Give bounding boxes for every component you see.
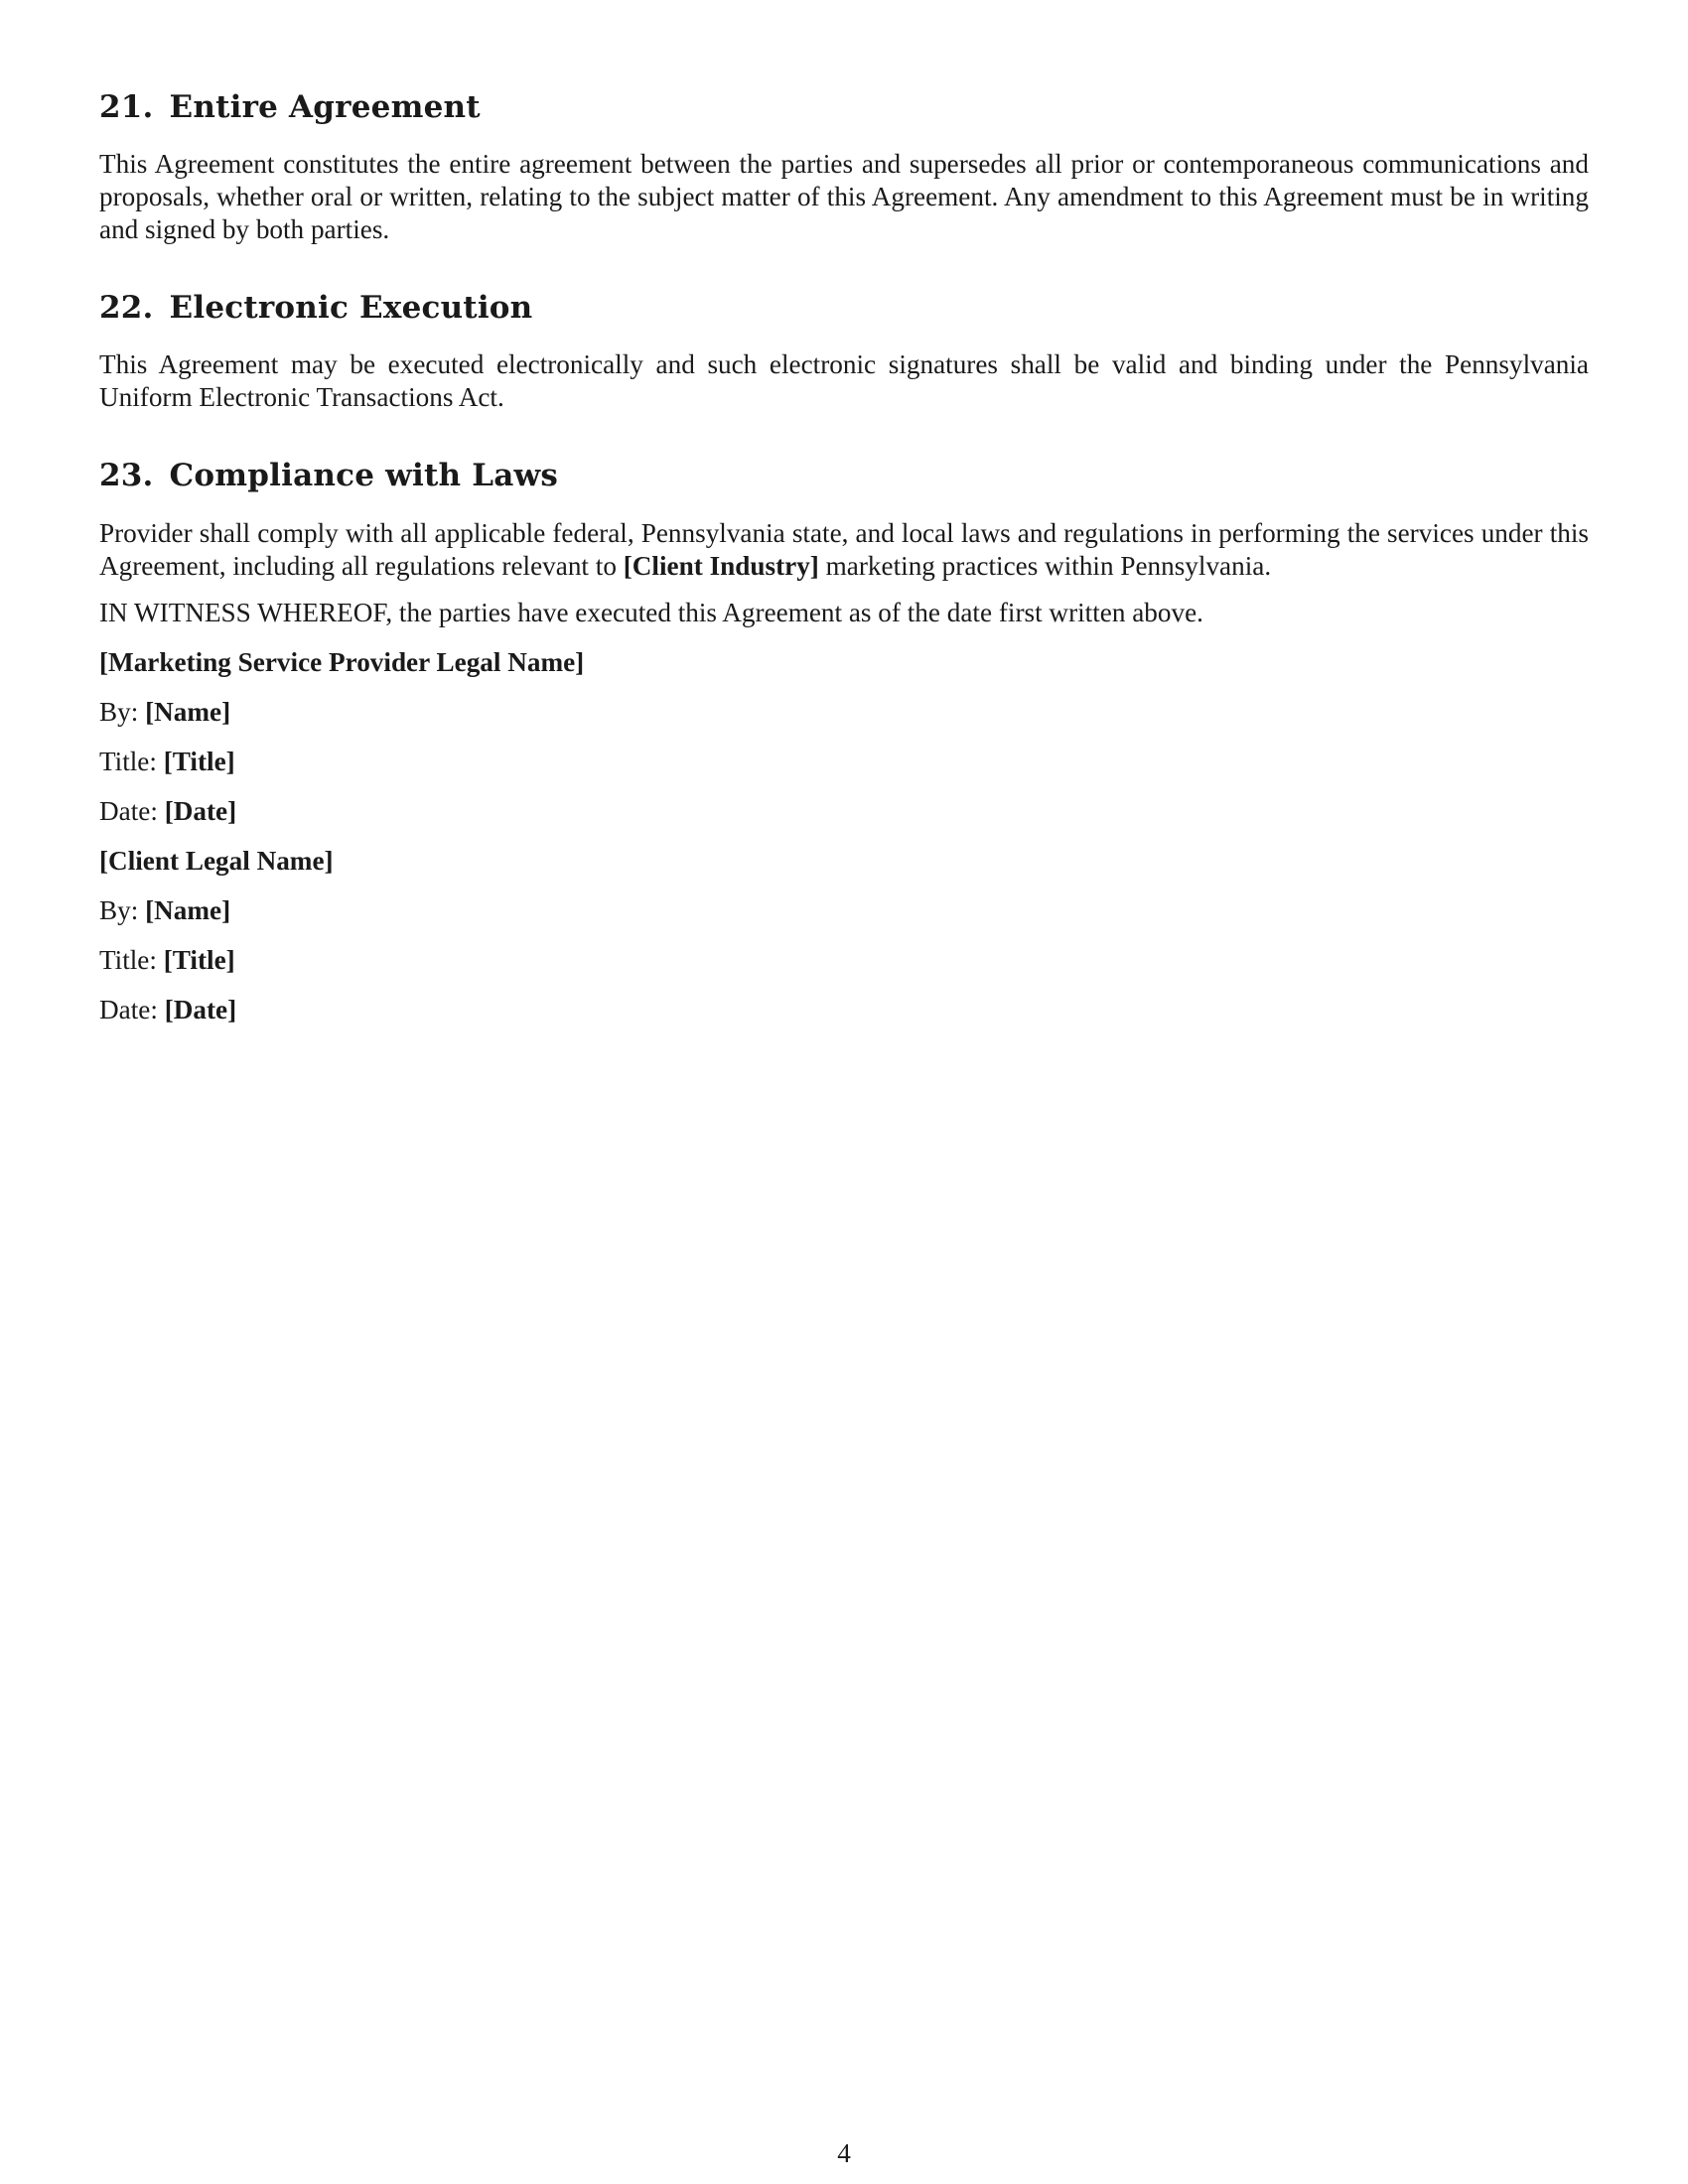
- title-placeholder: [Title]: [163, 746, 235, 776]
- section-title: Compliance with Laws: [169, 458, 559, 494]
- date-placeholder: [Date]: [164, 795, 237, 826]
- signature-title-line: [99, 944, 1589, 977]
- section-number: 22.: [99, 290, 154, 327]
- title-placeholder: [Title]: [163, 944, 235, 975]
- section-title: Entire Agreement: [169, 89, 481, 125]
- date-label: Date:: [99, 795, 158, 826]
- body-text: marketing practices within Pennsylvania.: [818, 550, 1272, 581]
- signature-date-line: [99, 994, 1589, 1026]
- section-title: Electronic Execution: [169, 290, 533, 327]
- date-label: Date:: [99, 994, 158, 1024]
- title-label: Title:: [99, 944, 157, 975]
- section-number: 23.: [99, 458, 154, 494]
- section-number: 21.: [99, 89, 154, 125]
- by-label: By:: [99, 894, 139, 925]
- section-body: [99, 517, 1589, 583]
- document-page: [99, 89, 1589, 1043]
- signature-by-line: [99, 696, 1589, 729]
- section-heading: [99, 290, 1589, 327]
- title-label: Title:: [99, 746, 157, 776]
- signature-block-provider: [99, 646, 1589, 828]
- section-heading: [99, 89, 1589, 126]
- party-name: [Client Legal Name]: [99, 845, 334, 876]
- body-text: Provider shall comply with all applicable federal, Pennsylvania state, and local laws and regulations in performing the services under this Agreement, including all regulations relevant to: [99, 517, 1589, 581]
- client-industry-placeholder: [Client Industry]: [623, 550, 819, 581]
- party-name: [Marketing Service Provider Legal Name]: [99, 646, 585, 677]
- section-heading: [99, 458, 1589, 494]
- signature-by-line: [99, 894, 1589, 927]
- signature-date-line: [99, 795, 1589, 828]
- name-placeholder: [Name]: [145, 894, 231, 925]
- witness-statement: IN WITNESS WHEREOF, the parties have executed this Agreement as of the date first written above.: [99, 597, 1203, 627]
- signature-block-client: [99, 845, 1589, 1026]
- section-body: This Agreement may be executed electronically and such electronic signatures shall be valid and binding under the Pennsylvania Uniform Electronic Transactions Act.: [99, 349, 1589, 413]
- date-placeholder: [Date]: [164, 994, 237, 1024]
- section-body: This Agreement constitutes the entire agreement between the parties and supersedes all prior or contemporaneous communications and proposals, whether oral or written, relating to the subject matter of this Agreement. Any amendment to this Agreement must be in writing and signed by both parties.: [99, 149, 1589, 245]
- by-label: By:: [99, 696, 139, 727]
- section-entire-agreement: [99, 89, 1589, 246]
- signature-title-line: [99, 746, 1589, 778]
- page-number: 4: [837, 2138, 851, 2168]
- name-placeholder: [Name]: [145, 696, 231, 727]
- section-compliance-with-laws: [99, 458, 1589, 582]
- section-electronic-execution: [99, 290, 1589, 414]
